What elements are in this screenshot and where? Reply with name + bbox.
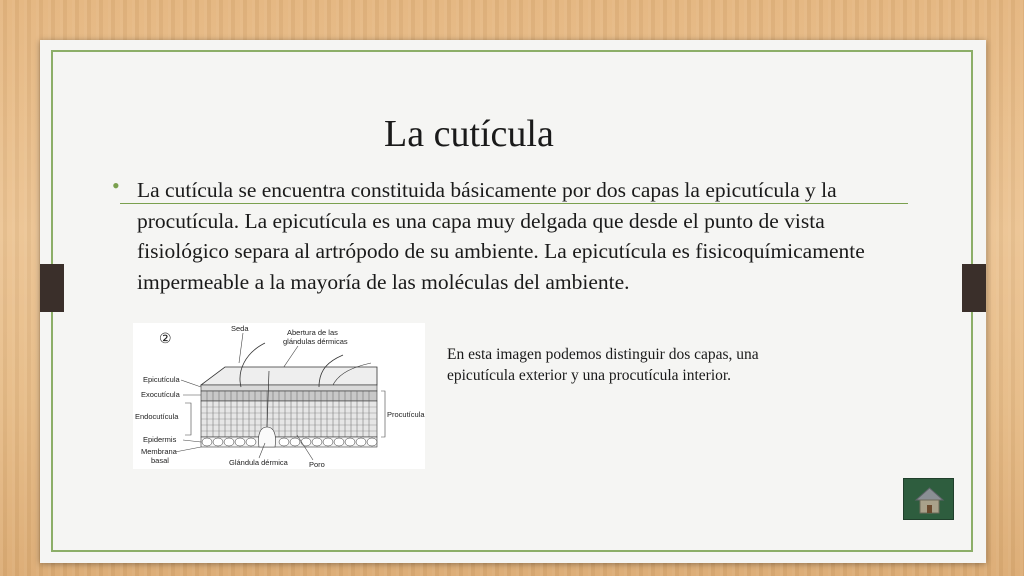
label-endocuticula: Endocutícula — [135, 412, 179, 421]
label-abertura-1: Abertura de las — [287, 328, 338, 337]
label-procuticula: Procutícula — [387, 410, 425, 419]
label-abertura-2: glándulas dérmicas — [283, 337, 348, 346]
label-membrana-2: basal — [151, 456, 169, 465]
right-side-tab — [962, 264, 986, 312]
bullet-text: La cutícula se encuentra constituida básicamente por dos capas la epicutícula y la procutícula. La epicutícula es una capa muy delgada que desde el punto de vista fisiológico separa al artrópodo de su ambiente. La epicutícula es fisicoquímicamente impermeable a la mayoría de las moléculas del ambiente. — [137, 178, 865, 294]
bullet-marker: • — [112, 173, 120, 198]
label-poro: Poro — [309, 460, 325, 469]
left-side-tab — [40, 264, 64, 312]
label-membrana-1: Membrana — [141, 447, 177, 456]
cuticle-diagram — [133, 323, 425, 469]
home-icon — [904, 479, 955, 521]
home-button[interactable] — [903, 478, 954, 520]
label-seda: Seda — [231, 324, 249, 333]
figure-number: ② — [159, 330, 172, 346]
slide-title: La cutícula — [384, 113, 554, 155]
label-epidermis: Epidermis — [143, 435, 177, 444]
label-epicuticula: Epicutícula — [143, 375, 180, 384]
image-caption: En esta imagen podemos distinguir dos capas, una epicutícula exterior y una procutícula interior. — [447, 346, 759, 384]
label-exocuticula: Exocutícula — [141, 390, 180, 399]
label-glandula: Glándula dérmica — [229, 458, 288, 467]
